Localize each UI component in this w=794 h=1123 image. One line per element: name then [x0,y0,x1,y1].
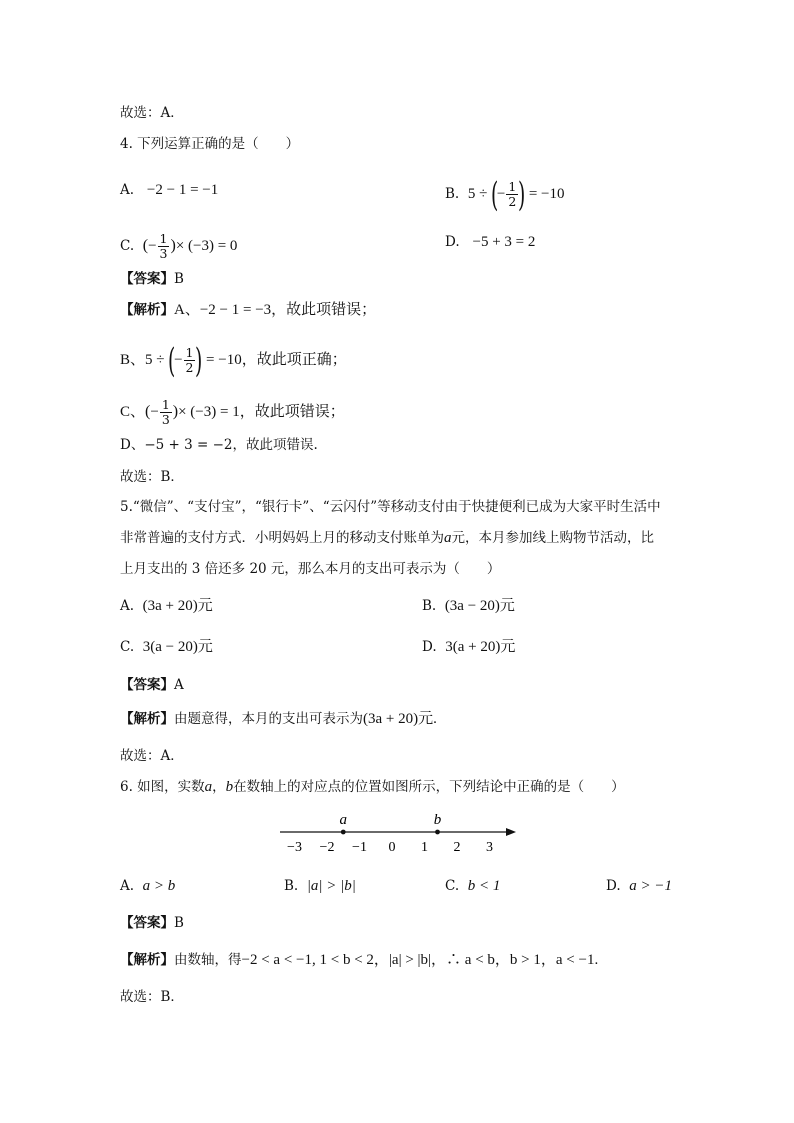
q4-option-c-label: C. [120,238,135,254]
answer-tag: 【答案】 [120,271,174,287]
q4-option-b-pre: 5 ÷ [467,186,488,202]
q4-exp3-fraction: $\frac{1}{3}$ [161,397,170,427]
q6-option-c: C. b < 1 [445,878,501,894]
q5-explanation: 【解析】由题意得，本月的支出可表示为(3a + 20)元. [120,711,437,727]
q4-option-c-post: × (−3) = 0 [175,238,238,254]
tick-label-1: 1 [421,840,428,855]
left-paren: ( [490,174,498,215]
point-a-label: a [339,812,347,828]
q4-option-d-label: D. [445,234,460,250]
q6-option-b: B. |a| > |b| [284,878,356,894]
q4-option-a-label: A. [120,182,135,198]
q6-option-a: A. a > b [120,878,176,894]
tick-label--3: −3 [287,840,302,855]
q4-option-d [445,232,535,252]
q6-option-d: D. a > −1 [606,878,672,894]
point-b-label: b [433,812,442,828]
q4-option-b: B. 5 ÷ (− $\frac{1}{2}$ ) = −10 [445,174,565,215]
tick-label-2: 2 [453,840,461,855]
right-paren: ) [518,174,526,215]
q4-option-c: C. (− $\frac{1}{3}$ )× (−3) = 0 [120,231,238,261]
q4-conclusion: 故选：B． [120,469,184,485]
tick-label-3: 3 [486,840,493,855]
q5-option-a: A. (3a + 20)元 [120,598,213,614]
q5-stem-line1: 5.“微信”、“支付宝”，“银行卡”、“云闪付”等移动支付由于快捷便利已成为大家平时生活中 [120,499,661,515]
q4-answer [120,269,184,289]
q4-answer-value: B [174,271,184,287]
q4-stem: 4. 下列运算正确的是（ ） [120,136,300,152]
prev-conclusion: 故选：A． [120,105,184,121]
number-line-arrow-icon [506,828,516,836]
q4-option-d-expr: −5 + 3 = 2 [472,234,536,250]
q4-option-a-expr: −2 − 1 = −1 [146,182,219,198]
point-b [435,830,440,835]
q4-exp2-fraction: $\frac{1}{2}$ [185,345,194,375]
explanation-tag: 【解析】 [120,302,174,318]
q5-option-c: C. 3(a − 20)元 [120,639,213,655]
q5-stem-line2: 非常普遍的支付方式．小明妈妈上月的移动支付账单为a元，本月参加线上购物节活动，比 [120,530,654,546]
q6-conclusion: 故选：B． [120,989,184,1005]
q4-explanation-1: 【解析】A、−2 − 1 = −3，故此项错误； [120,302,377,318]
q4-option-b-label: B. [445,186,460,202]
left-paren: ( [167,340,176,381]
q4-explanation-2: B、5 ÷ (− $\frac{1}{2}$ ) = −10，故此项正确； [120,340,347,381]
q4-option-c-fraction: $\frac{1}{3}$ [159,231,168,261]
right-paren: ) [195,340,203,381]
tick-label--1: −1 [352,840,367,855]
point-a [341,830,346,835]
q6-explanation: 【解析】由数轴，得−2 < a < −1, 1 < b < 2，|a| > |b|，∴ a < b，b > 1，a < −1. [120,952,599,968]
tick-label-0: 0 [388,840,396,855]
q4-option-a [120,180,218,200]
tick-label--2: −2 [319,840,335,855]
q6-answer: 【答案】B [120,915,184,931]
q5-option-d: D. 3(a + 20)元 [422,639,516,655]
q4-option-b-fraction: $\frac{1}{2}$ [508,179,517,209]
q6-stem: 6. 如图，实数a，b在数轴上的对应点的位置如图所示，下列结论中正确的是（ ） [120,779,625,795]
q5-answer: 【答案】A [120,677,184,693]
q4-option-b-post: = −10 [528,186,565,202]
q4-explanation-4: D、−5 + 3 = −2，故此项错误. [120,437,318,453]
q5-stem-line3: 上月支出的 3 倍还多 20 元，那么本月的支出可表示为（ ） [120,561,501,577]
q5-conclusion: 故选：A． [120,748,184,764]
q5-option-b: B. (3a − 20)元 [422,598,515,614]
number-line-figure [276,806,521,856]
q4-explanation-3: C、(− $\frac{1}{3}$ )× (−3) = 1，故此项错误； [120,397,345,427]
